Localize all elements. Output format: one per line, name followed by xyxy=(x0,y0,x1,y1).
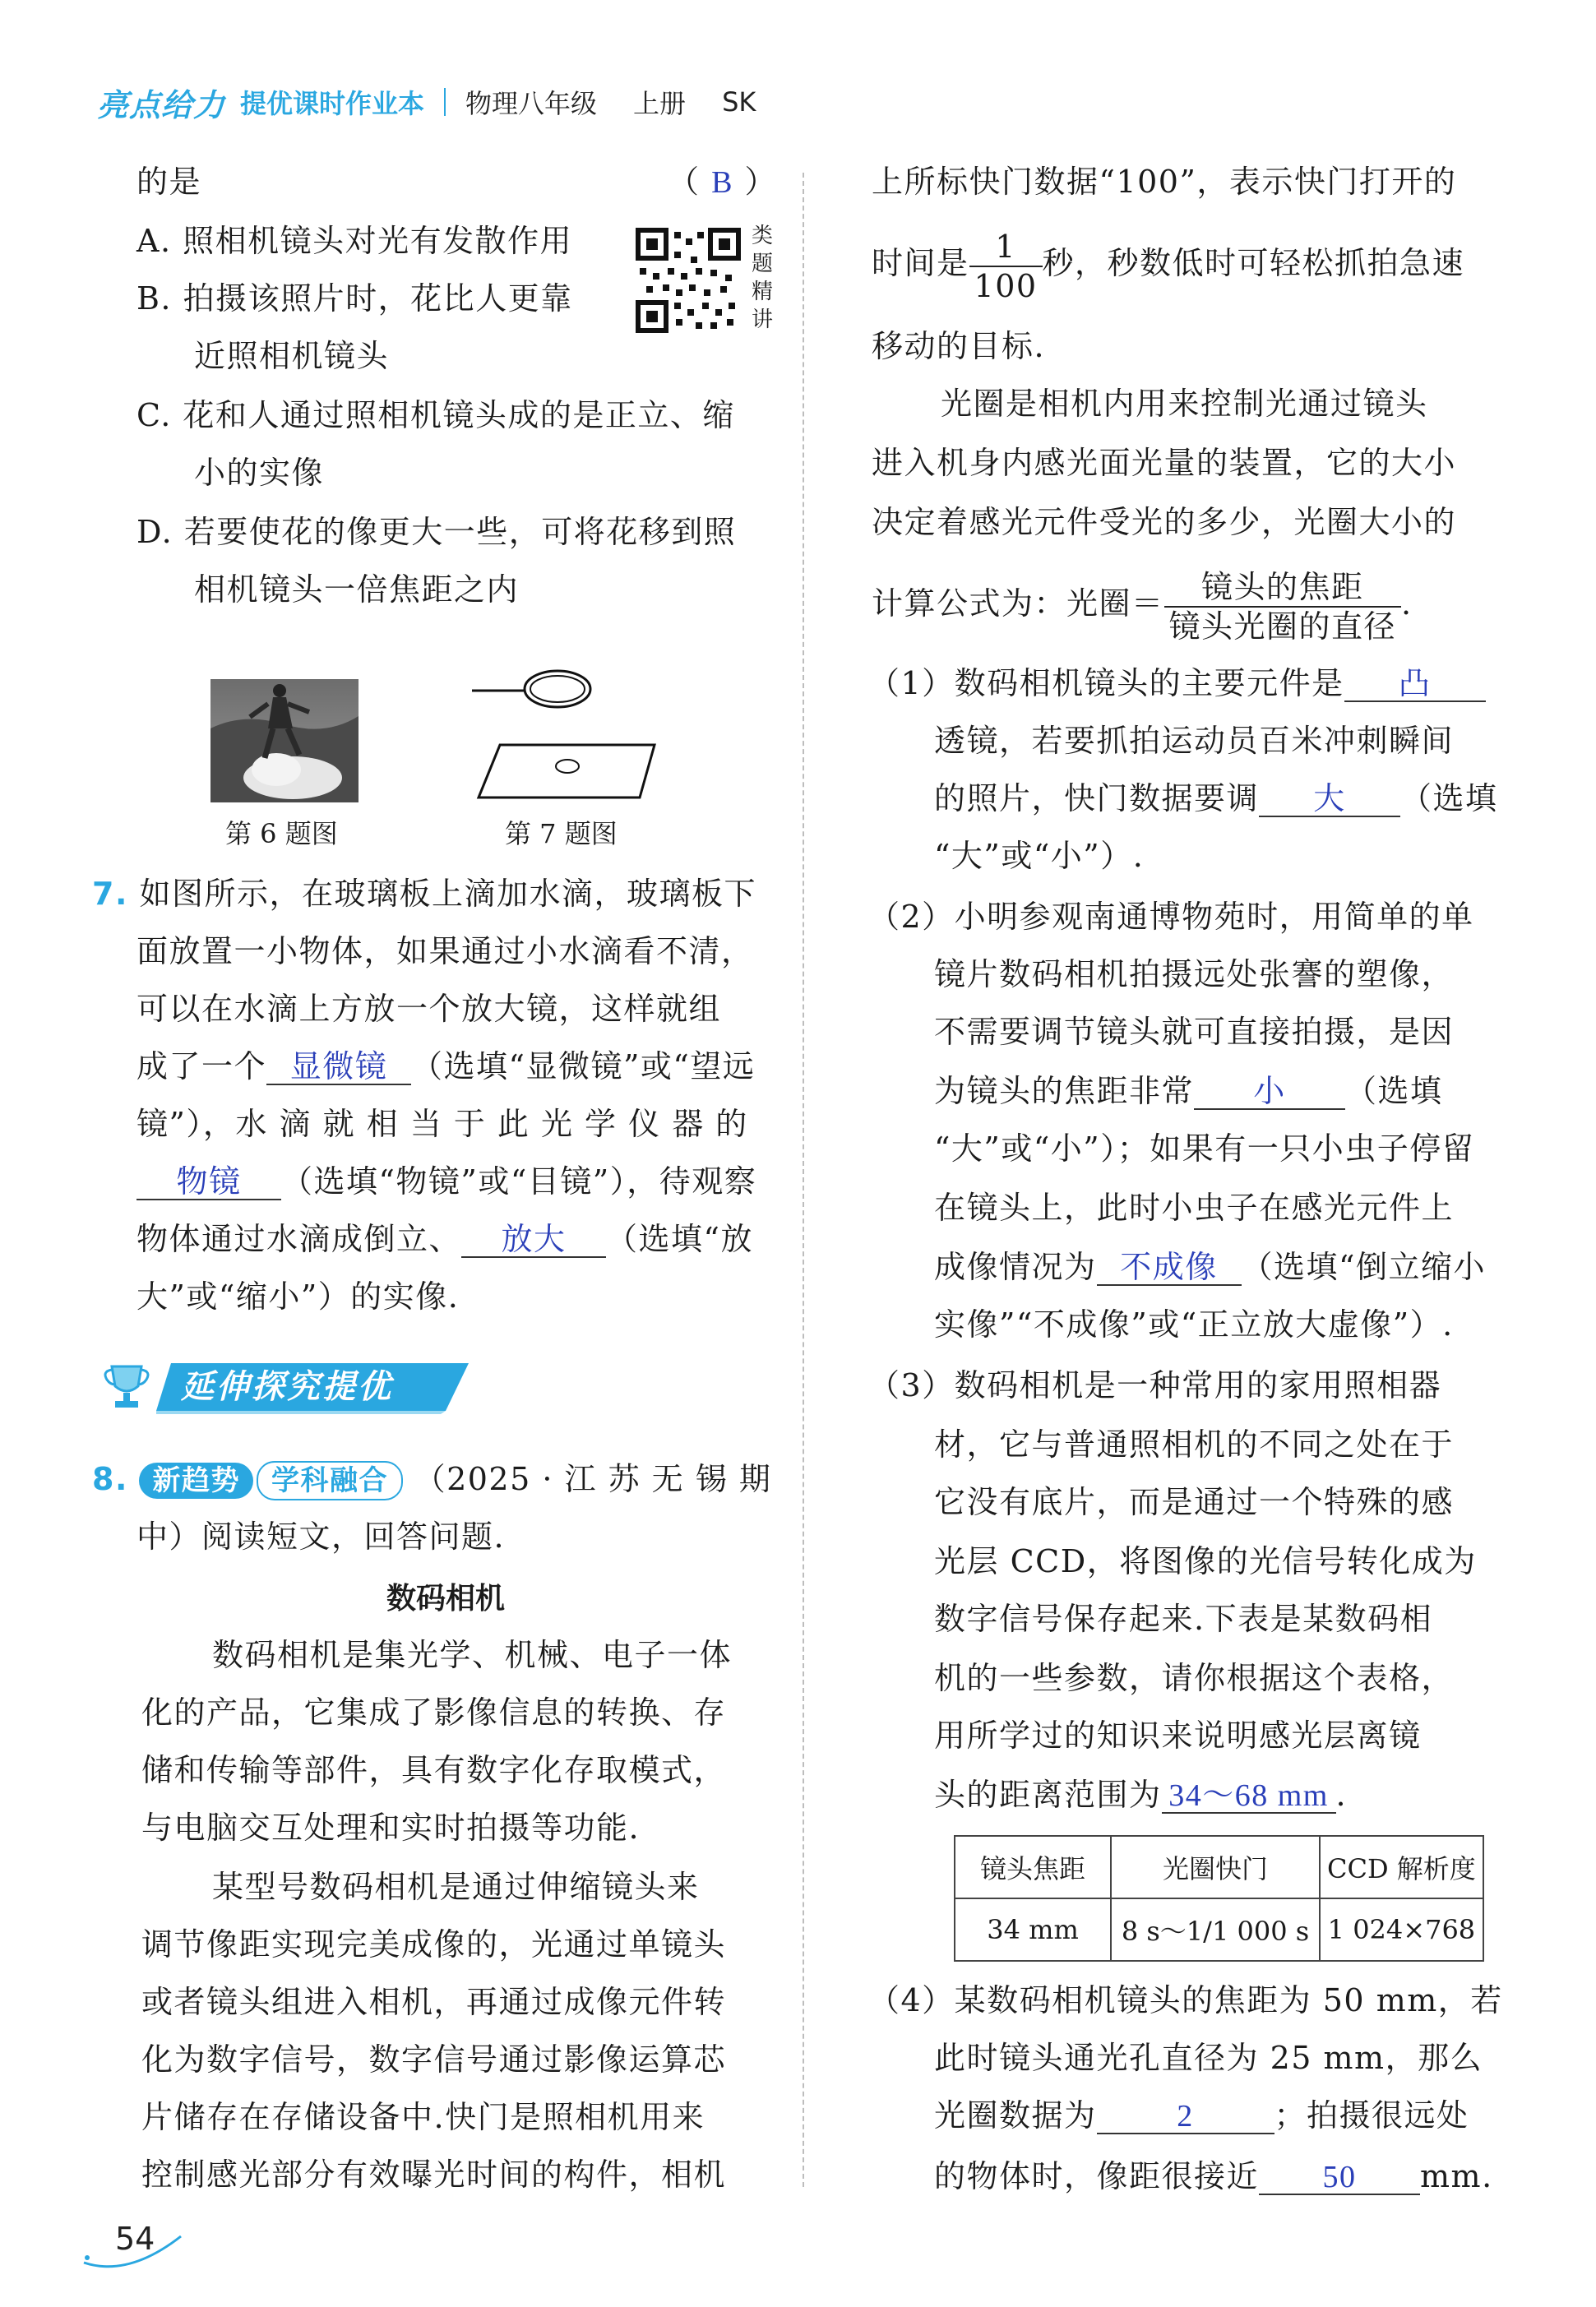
q7-line-7: 物体通过水滴成倒立、 放大 （选填“放 xyxy=(136,1218,753,1260)
table-header-cell: CCD 解析度 xyxy=(1320,1836,1483,1898)
q7-answer-1: 显微镜 xyxy=(289,1050,388,1084)
qr-label: 类 题 精 讲 xyxy=(751,224,773,332)
table-cell: 1 024×768 xyxy=(1320,1898,1483,1961)
trophy-icon xyxy=(102,1362,151,1412)
q7-number: 7. xyxy=(92,876,128,912)
s2-line-6: 在镜头上，此时小虫子在感光元件上 xyxy=(934,1190,1455,1226)
s1-line-4: “大”或“小”）. xyxy=(934,838,1145,874)
book-subtitle: 提优课时作业本 xyxy=(240,88,425,119)
s1-answer-1: 凸 xyxy=(1398,667,1432,701)
header-separator xyxy=(444,88,446,116)
s2-blank-1[interactable] xyxy=(1194,1070,1345,1110)
s2-line-2: 镜片数码相机拍摄远处张謇的塑像， xyxy=(934,956,1455,992)
article-p2-line-6: 控制感光部分有效曝光时间的构件，相机 xyxy=(141,2157,727,2193)
tag-new-trend: 新趋势 xyxy=(139,1463,253,1499)
s2-blank-2[interactable] xyxy=(1097,1246,1242,1286)
q6-option-d-cont: 相机镜头一倍焦距之内 xyxy=(194,571,520,608)
table-header-cell: 镜头焦距 xyxy=(955,1836,1111,1898)
s1-blank-2[interactable] xyxy=(1259,778,1400,817)
s4-blank-1[interactable] xyxy=(1097,2095,1274,2134)
right-cont-line-3: 移动的目标. xyxy=(872,328,1046,364)
shutter-fraction: $\frac{1}{100}$ xyxy=(969,228,1043,305)
q7-line-3: 可以在水滴上方放一个放大镜，这样就组 xyxy=(136,991,722,1027)
page-number: 54 xyxy=(115,2221,155,2257)
qr-code-icon[interactable] xyxy=(635,227,742,334)
column-divider xyxy=(803,173,804,2187)
q7-blank-3[interactable] xyxy=(461,1218,606,1258)
q7-line-4: 成了一个 显微镜 （选填“显微镜”或“望远 xyxy=(136,1046,755,1087)
right-cont-line-1: 上所标快门数据“100”，表示快门打开的 xyxy=(872,164,1457,200)
article-p2-line-4: 化为数字信号，数字信号通过影像运算芯 xyxy=(141,2041,727,2078)
q7-line-8: 大”或“缩小”）的实像. xyxy=(136,1278,460,1315)
article-title: 数码相机 xyxy=(386,1582,506,1616)
edition-label: SK xyxy=(722,86,756,118)
tag-subject-fusion: 学科融合 xyxy=(257,1461,403,1500)
volume-label: 上册 xyxy=(633,88,687,119)
s1-answer-2: 大 xyxy=(1313,782,1346,816)
s1-line-3: 的照片，快门数据要调 大 （选填 xyxy=(934,778,1498,819)
s4-line-3: 光圈数据为 2 ；拍摄很远处 xyxy=(934,2095,1469,2136)
q7-answer-3: 放大 xyxy=(501,1223,567,1257)
q7-line-2: 面放置一小物体，如果通过小水滴看不清， xyxy=(136,933,754,969)
aperture-formula: 计算公式为：光圈＝ $\frac{\text{镜头的焦距}}{\text{镜头光圈的直径}}$ . xyxy=(872,568,1413,645)
s2-answer-2: 不成像 xyxy=(1120,1251,1218,1285)
s1-line-1: （1）数码相机镜头的主要元件是 凸 xyxy=(868,663,1486,704)
s2-line-5: “大”或“小”）；如果有一只小虫子停留 xyxy=(934,1130,1475,1167)
camera-params-table xyxy=(954,1835,1484,1962)
s2-line-4: 为镜头的焦距非常 小 （选填 xyxy=(934,1070,1443,1112)
q6-stem-end: 的是 xyxy=(136,164,202,200)
q8-line-1: 8. 新趋势 学科融合 （2025 · 江 苏 无 锡 期 xyxy=(92,1459,771,1500)
s2-answer-1: 小 xyxy=(1253,1075,1286,1109)
s2-line-3: 不需要调节镜头就可直接拍摄，是因 xyxy=(934,1014,1455,1050)
q6-option-c-cont: 小的实像 xyxy=(194,455,325,491)
q6-option-d: D. 若要使花的像更大一些，可将花移到照 xyxy=(136,514,737,550)
s3-line-1: （3）数码相机是一种常用的家用照相器 xyxy=(868,1367,1442,1403)
s3-answer: 34～68 mm xyxy=(1168,1778,1329,1813)
table-row xyxy=(955,1898,1483,1961)
s3-line-2: 材，它与普通照相机的不同之处在于 xyxy=(934,1426,1455,1463)
s3-line-8: 头的距离范围为 34～68 mm . xyxy=(934,1774,1347,1815)
article-p2-line-2: 调节像距实现完美成像的，光通过单镜头 xyxy=(141,1926,727,1963)
s4-line-2: 此时镜头通光孔直径为 25 mm，那么 xyxy=(934,2040,1483,2076)
q7-line-5: 镜”），水 滴 就 相 当 于 此 光 学 仪 器 的 xyxy=(136,1106,748,1142)
table-cell: 34 mm xyxy=(955,1898,1111,1961)
article-p2-line-3: 或者镜头组进入相机，再通过成像元件转 xyxy=(141,1984,727,2020)
aperture-p-line-3: 决定着感光元件受光的多少，光圈大小的 xyxy=(872,504,1457,540)
aperture-p-line-1: 光圈是相机内用来控制光通过镜头 xyxy=(941,386,1428,422)
subject-label: 物理八年级 xyxy=(465,88,598,119)
q6-option-a: A. 照相机镜头对光有发散作用 xyxy=(136,223,573,259)
q6-option-b: B. 拍摄该照片时，花比人更靠 xyxy=(136,280,573,317)
s3-line-6: 机的一些参数，请你根据这个表格， xyxy=(934,1660,1455,1696)
q8-number: 8. xyxy=(92,1461,128,1497)
s3-line-4: 光层 CCD，将图像的光信号转化成为 xyxy=(934,1543,1477,1579)
figure-7-caption: 第 7 题图 xyxy=(505,818,618,849)
article-p1-line-2: 化的产品，它集成了影像信息的转换、存 xyxy=(141,1694,727,1731)
q7-line-1: 7. 如图所示，在玻璃板上滴加水滴，玻璃板下 xyxy=(92,876,756,912)
q6-option-c: C. 花和人通过照相机镜头成的是正立、缩 xyxy=(136,397,735,433)
s4-answer-2: 50 xyxy=(1322,2160,1357,2194)
q6-answer: B xyxy=(711,165,733,200)
q6-answer-bracket: （ B ） xyxy=(668,164,778,200)
article-p1-line-1: 数码相机是集光学、机械、电子一体 xyxy=(212,1637,733,1673)
article-p1-line-3: 储和传输等部件，具有数字化存取模式， xyxy=(141,1752,727,1788)
table-cell: 8 s～1/1 000 s xyxy=(1111,1898,1320,1961)
section-banner-title: 延伸探究提优 xyxy=(181,1368,393,1406)
s3-line-7: 用所学过的知识来说明感光层离镜 xyxy=(934,1718,1422,1754)
aperture-p-line-2: 进入机身内感光面光量的装置，它的大小 xyxy=(872,445,1457,481)
s3-blank[interactable] xyxy=(1162,1774,1336,1814)
s2-line-1: （2）小明参观南通博物苑时，用简单的单 xyxy=(868,899,1474,935)
article-p2-line-5: 片储存在存储设备中.快门是照相机用来 xyxy=(141,2099,705,2135)
right-cont-line-2: 时间是 $\frac{1}{100}$ 秒，秒数低时可轻松抓拍急速 xyxy=(872,228,1465,304)
s4-line-4: 的物体时，像距很接近 50 mm. xyxy=(934,2156,1493,2197)
figure-6-caption: 第 6 题图 xyxy=(225,818,338,849)
s3-line-3: 它没有底片，而是通过一个特殊的感 xyxy=(934,1484,1455,1520)
brand-logo: 亮点给力 xyxy=(97,86,226,123)
s4-answer-1: 2 xyxy=(1177,2099,1194,2134)
table-header-row xyxy=(955,1836,1483,1898)
aperture-fraction: $\frac{\text{镜头的焦距}}{\text{镜头光圈的直径}}$ xyxy=(1164,568,1402,645)
s2-line-8: 实像”“不成像”或“正立放大虚像”）. xyxy=(934,1306,1454,1343)
s2-line-7: 成像情况为 不成像 （选填“倒立缩小 xyxy=(934,1246,1486,1288)
article-p2-line-1: 某型号数码相机是通过伸缩镜头来 xyxy=(212,1869,700,1905)
s1-blank-1[interactable] xyxy=(1344,663,1486,702)
article-p1-line-4: 与电脑交互处理和实时拍摄等功能. xyxy=(141,1810,641,1846)
page-header xyxy=(97,79,756,125)
q7-answer-2: 物镜 xyxy=(176,1165,242,1200)
q6-option-b-cont: 近照相机镜头 xyxy=(194,338,390,374)
q7-blank-2[interactable] xyxy=(136,1161,281,1200)
q7-line-6: 物镜 （选填“物镜”或“目镜”），待观察 xyxy=(136,1161,756,1202)
s3-line-5: 数字信号保存起来.下表是某数码相 xyxy=(934,1601,1433,1637)
s4-blank-2[interactable] xyxy=(1259,2156,1420,2195)
q8-line-2: 中）阅读短文，回答问题. xyxy=(136,1519,506,1555)
q7-blank-1[interactable] xyxy=(266,1046,411,1085)
figure-7-diagram xyxy=(467,663,673,811)
s1-line-2: 透镜，若要抓拍运动员百米冲刺瞬间 xyxy=(934,723,1455,759)
s4-line-1: （4）某数码相机镜头的焦距为 50 mm，若 xyxy=(868,1982,1503,2018)
table-header-cell: 光圈快门 xyxy=(1111,1836,1320,1898)
figure-6-photo xyxy=(210,679,359,802)
